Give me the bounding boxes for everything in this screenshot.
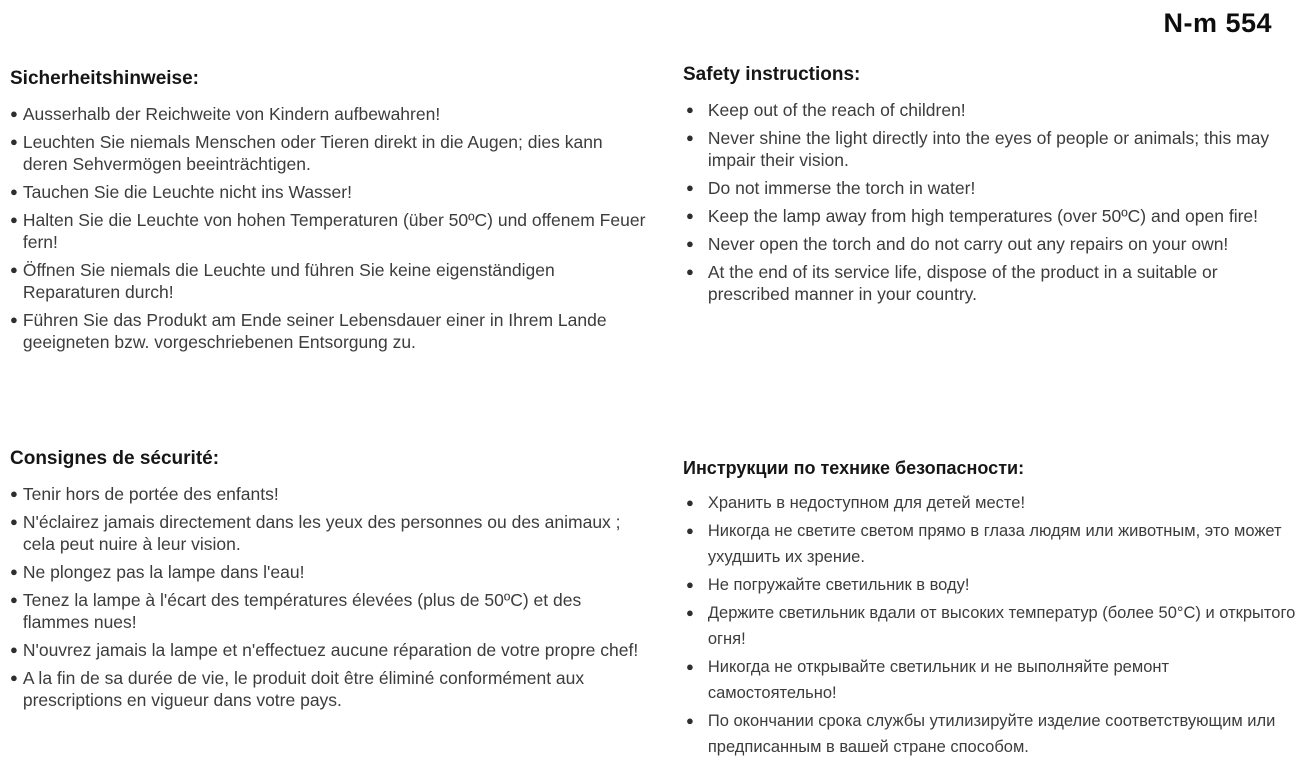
list-item-text: Keep out of the reach of children! <box>707 100 966 120</box>
list-item <box>683 600 1300 652</box>
bullet-icon: ● <box>10 670 18 685</box>
bullet-icon: ● <box>686 577 694 592</box>
list-item-text: Ausserhalb der Reichweite von Kindern aufbewahren! <box>22 104 441 124</box>
list-item-text: Never open the torch and do not carry out any repairs on your own! <box>707 234 1229 254</box>
list-item-text: Tenez la lampe à l'écart des températures élevées (plus de 50ºC) et des flammes nues! <box>22 590 582 632</box>
list-item <box>10 103 650 125</box>
bullet-icon: ● <box>10 212 18 227</box>
model-number: N-m 554 <box>1163 8 1272 38</box>
list-item-text: A la fin de sa durée de vie, le produit doit être éliminé conformément aux prescriptions en vigueur dans votre pays. <box>22 668 585 710</box>
bullet-icon: ● <box>686 495 694 510</box>
list-item-text: Öffnen Sie niemals die Leuchte und führen Sie keine eigenständigen Reparaturen durch! <box>22 260 555 302</box>
bullet-icon: ● <box>686 713 694 728</box>
list-item-text: По окончании срока службы утилизируйте изделие соответствующим или предписанным в вашей стране способом. <box>707 712 1276 756</box>
section-russian-title: Инструкции по технике безопасности: <box>683 458 1025 478</box>
german-instruction-list <box>10 103 650 353</box>
section-french-title: Consignes de sécurité: <box>10 448 220 469</box>
list-item-text: Не погружайте светильник в воду! <box>707 576 970 594</box>
list-item <box>10 589 650 633</box>
list-item-text: Никогда не светите светом прямо в глаза людям или животным, это может ухудшить их зрение. <box>707 522 1282 566</box>
list-item <box>10 511 650 555</box>
list-item <box>10 639 650 661</box>
section-german <box>10 68 650 359</box>
bullet-icon: ● <box>686 236 694 251</box>
french-instruction-list <box>10 483 650 711</box>
list-item-text: Leuchten Sie niemals Menschen oder Tieren direkt in die Augen; dies kann deren Sehvermögen beeinträchtigen. <box>22 132 603 174</box>
english-instruction-list <box>683 99 1295 305</box>
section-english <box>683 64 1295 311</box>
list-item-text: Никогда не открывайте светильник и не выполняйте ремонт самостоятельно! <box>707 658 1170 702</box>
list-item-text: Do not immerse the torch in water! <box>707 178 976 198</box>
list-item <box>683 233 1295 255</box>
bullet-icon: ● <box>686 130 694 145</box>
list-item-text: Never shine the light directly into the eyes of people or animals; this may impair their vision. <box>707 128 1270 170</box>
list-item <box>683 654 1300 706</box>
section-german-title: Sicherheitshinweise: <box>10 68 200 89</box>
russian-instruction-list <box>683 490 1300 757</box>
list-item <box>683 177 1295 199</box>
list-item <box>10 667 650 711</box>
list-item <box>683 490 1300 516</box>
list-item <box>10 483 650 505</box>
bullet-icon: ● <box>686 659 694 674</box>
list-item <box>683 708 1300 757</box>
bullet-icon: ● <box>686 180 694 195</box>
bullet-icon: ● <box>10 486 18 501</box>
list-item <box>10 561 650 583</box>
list-item <box>683 99 1295 121</box>
list-item-text: N'éclairez jamais directement dans les yeux des personnes ou des animaux ; cela peut nuire à leur vision. <box>22 512 621 554</box>
list-item <box>10 259 650 303</box>
list-item <box>10 131 650 175</box>
bullet-icon: ● <box>686 208 694 223</box>
bullet-icon: ● <box>10 312 18 327</box>
bullet-icon: ● <box>10 262 18 277</box>
bullet-icon: ● <box>10 514 18 529</box>
bullet-icon: ● <box>10 592 18 607</box>
list-item-text: Держите светильник вдали от высоких температур (более 50°C) и открытого огня! <box>707 604 1296 648</box>
list-item <box>683 261 1295 305</box>
list-item-text: Halten Sie die Leuchte von hohen Temperaturen (über 50ºC) und offenem Feuer fern! <box>22 210 646 252</box>
bullet-icon: ● <box>10 564 18 579</box>
list-item <box>10 209 650 253</box>
bullet-icon: ● <box>686 523 694 538</box>
list-item-text: Führen Sie das Produkt am Ende seiner Lebensdauer einer in Ihrem Lande geeigneten bzw. vorgeschriebenen Entsorgung zu. <box>22 310 607 352</box>
bullet-icon: ● <box>10 134 18 149</box>
list-item <box>683 572 1300 598</box>
section-russian <box>683 458 1300 757</box>
bullet-icon: ● <box>686 264 694 279</box>
list-item <box>10 181 650 203</box>
bullet-icon: ● <box>10 184 18 199</box>
list-item <box>10 309 650 353</box>
section-english-title: Safety instructions: <box>683 64 861 85</box>
bullet-icon: ● <box>10 642 18 657</box>
bullet-icon: ● <box>686 102 694 117</box>
list-item <box>683 205 1295 227</box>
section-french <box>10 448 650 717</box>
list-item-text: At the end of its service life, dispose of the product in a suitable or prescribed manner in your country. <box>707 262 1218 304</box>
list-item-text: Ne plongez pas la lampe dans l'eau! <box>22 562 305 582</box>
list-item-text: Tauchen Sie die Leuchte nicht ins Wasser! <box>22 182 352 202</box>
bullet-icon: ● <box>10 106 18 121</box>
bullet-icon: ● <box>686 605 694 620</box>
list-item <box>683 518 1300 570</box>
list-item-text: Хранить в недоступном для детей месте! <box>707 494 1026 512</box>
list-item <box>683 127 1295 171</box>
list-item-text: N'ouvrez jamais la lampe et n'effectuez aucune réparation de votre propre chef! <box>22 640 639 660</box>
list-item-text: Keep the lamp away from high temperatures (over 50ºC) and open fire! <box>707 206 1259 226</box>
list-item-text: Tenir hors de portée des enfants! <box>22 484 279 504</box>
